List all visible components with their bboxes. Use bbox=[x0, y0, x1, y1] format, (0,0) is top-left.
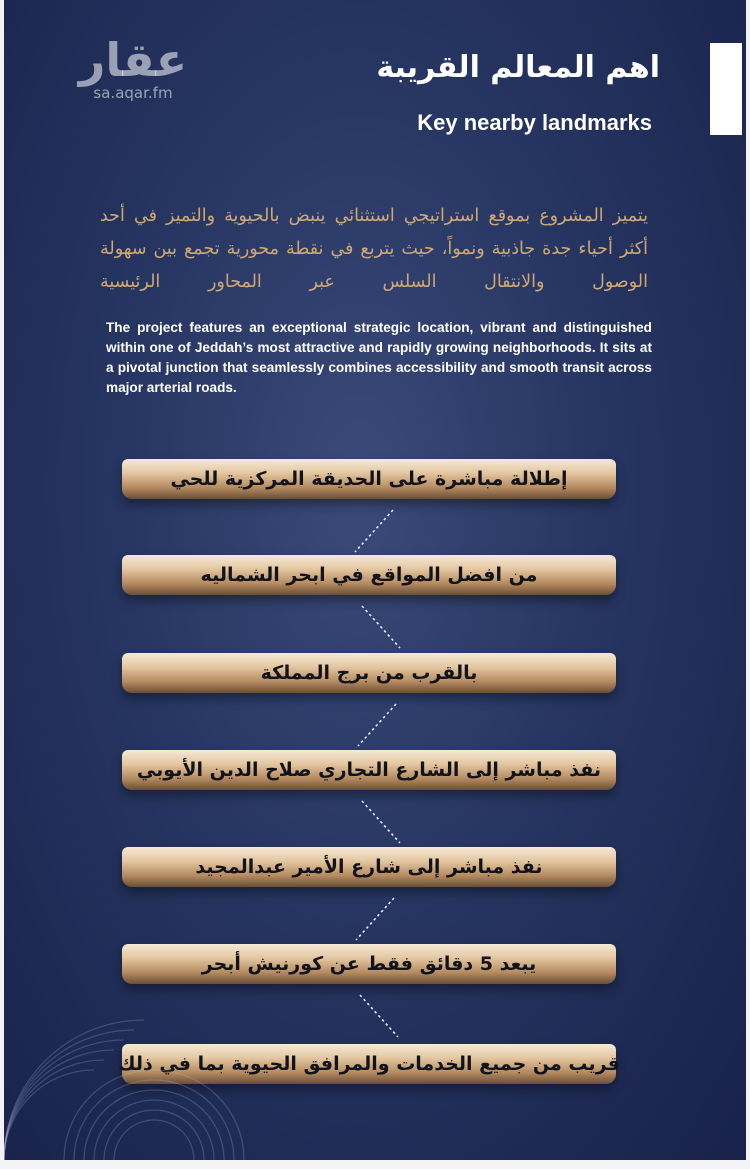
watermark-logo: عقار bbox=[78, 33, 188, 87]
landmark-bar-1 bbox=[122, 459, 616, 499]
description-arabic: يتميز المشروع بموقع استراتيجي استثنائي ينبض بالحيوية والتميز في أحد أكثر أحياء جدة جاذبية ونمواً، حيث يتربع في نقطة محورية تجمع بين سهولة الوصول والانتقال السلس عبر المحاور الرئيسية bbox=[100, 206, 648, 292]
landmark-label: يبعد 5 دقائق فقط عن كورنيش أبحر bbox=[201, 953, 537, 975]
dotted-connector bbox=[356, 604, 406, 650]
description-english: The project features an exceptional strategic location, vibrant and distinguished within one of Jeddah’s most attractive and rapidly growing neighborhoods. It sits at a pivotal junction that seamlessly combines accessibility and smooth transit across major arterial roads. bbox=[106, 320, 652, 395]
landmark-label: نفذ مباشر إلى شارع الأمير عبدالمجيد bbox=[195, 856, 543, 878]
title-arabic: اهم المعالم القريبة bbox=[376, 50, 660, 85]
page-edge-tab bbox=[710, 43, 742, 135]
landmark-label: نفذ مباشر إلى الشارع التجاري صلاح الدين الأيوبي bbox=[136, 759, 602, 781]
landmark-bar-2 bbox=[122, 555, 616, 595]
dotted-connector bbox=[354, 993, 404, 1039]
decorative-arcs bbox=[4, 960, 304, 1160]
landmark-bar-4 bbox=[122, 750, 616, 790]
title-english: Key nearby landmarks bbox=[417, 110, 652, 135]
dotted-connector bbox=[352, 702, 402, 748]
watermark-url: sa.aqar.fm bbox=[93, 84, 173, 102]
landmark-bar-5 bbox=[122, 847, 616, 887]
aqar-watermark bbox=[68, 34, 198, 102]
landmark-label: إطلالة مباشرة على الحديقة المركزية للحي bbox=[170, 468, 568, 490]
landmark-label: من افضل المواقع في ابحر الشماليه bbox=[200, 564, 538, 586]
landmark-label: بالقرب من برج المملكة bbox=[260, 662, 478, 684]
dotted-connector bbox=[349, 508, 399, 554]
dotted-connector bbox=[356, 799, 406, 845]
landmark-bar-3 bbox=[122, 653, 616, 693]
brochure-page bbox=[4, 0, 746, 1160]
dotted-connector bbox=[350, 896, 400, 942]
landmark-label: قريب من جميع الخدمات والمرافق الحيوية بما في ذلك bbox=[118, 1053, 620, 1075]
